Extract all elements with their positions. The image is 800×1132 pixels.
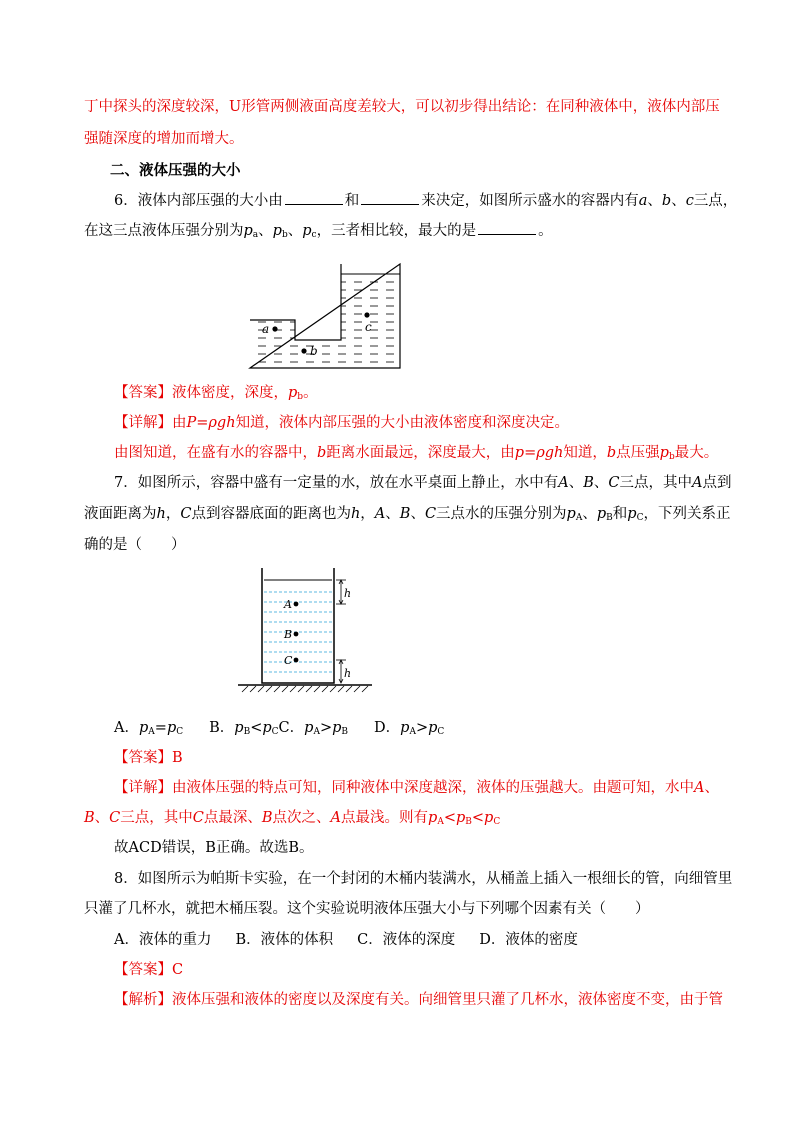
q6-detail-1: [114, 413, 569, 433]
q7-sub: B: [243, 727, 251, 737]
q7-var: p: [166, 720, 177, 736]
q8-options: [114, 930, 578, 950]
q6-detail-2: [114, 443, 718, 467]
q7-detail-2: [84, 808, 500, 832]
question-6-line-2: [84, 221, 553, 245]
detail-text: 知道，液体内部压强的大小由液体密度和深度决定。: [235, 415, 570, 431]
label-B: B: [284, 628, 293, 641]
detail-text: 点最浅。则有: [341, 810, 429, 826]
q6-var: b: [661, 193, 672, 209]
q6-text: 6．液体内部压强的大小由: [114, 193, 283, 209]
q7-text: 、: [582, 506, 597, 522]
q7-var: p: [627, 506, 637, 522]
q6-text: 三点，: [693, 193, 738, 209]
answer-text: C: [172, 962, 184, 978]
option-label: C．: [278, 720, 305, 736]
q7-sub: C: [437, 727, 445, 737]
detail-text: 由液体压强的特点可知，同种液体中深度越深，液体的压强越大。由题可知，水中: [172, 780, 694, 796]
detail-text: 点最深、: [203, 810, 262, 826]
option-text: >: [415, 720, 429, 736]
detail-text: 最大。: [674, 445, 719, 461]
q7-var: p: [455, 810, 466, 826]
analysis-text: 液体压强和液体的密度以及深度有关。向细管里只灌了几杯水，液体密度不变，由于管: [172, 992, 723, 1008]
q6-var: b: [606, 445, 617, 461]
q7-var: p: [566, 506, 576, 522]
option-label: B．: [209, 720, 235, 736]
q7-sub: B: [606, 513, 613, 523]
question-6-line-1: [114, 191, 737, 211]
q7-sub: C: [271, 727, 279, 737]
q7-var: p: [304, 720, 314, 736]
detail-text: 、: [94, 810, 110, 826]
q7-var: A: [558, 475, 569, 491]
answer-text: 液体密度，深度，: [172, 385, 288, 401]
q7-sub: A: [409, 727, 416, 737]
q7-var: A: [330, 810, 342, 826]
q7-sub: A: [148, 727, 155, 737]
option-label: A．: [114, 720, 139, 736]
q7-var: A: [374, 506, 386, 522]
point-c: [364, 312, 369, 317]
label-h-bottom: h: [344, 667, 352, 680]
q7-var: B: [84, 810, 95, 826]
text-line: 丁中探头的深度较深，U形管两侧液面高度差较大，可以初步得出结论：在同种液体中，液体内部压: [84, 99, 720, 115]
q7-var: p: [484, 810, 494, 826]
question-8-line-2: 只灌了几杯水，就把木桶压裂。这个实验说明液体压强大小与下列哪个因素有关（ ）: [84, 901, 650, 917]
option-b[interactable]: [209, 720, 278, 736]
q7-sub: A: [313, 727, 320, 737]
answer-tag: 【答案】: [114, 385, 172, 401]
point-b: [301, 348, 306, 353]
q7-sub: B: [465, 817, 472, 827]
q7-var: p: [596, 506, 607, 522]
option-text: >: [319, 720, 333, 736]
option-d[interactable]: D．液体的密度: [479, 932, 578, 948]
option-a[interactable]: [114, 720, 183, 736]
detail-text: 、: [704, 780, 719, 796]
q6-text: 在这三点液体压强分别为: [84, 223, 244, 239]
q7-detail-3: 故ACD错误，B正确。故选B。: [114, 840, 314, 856]
label-a: a: [262, 322, 270, 336]
analysis-tag: 【解析】: [114, 992, 172, 1008]
detail-text: 距离水面最远，深度最大，由: [326, 445, 515, 461]
container-wall: [262, 568, 334, 683]
detail-tag: 【详解】: [114, 415, 172, 431]
question-8-line-1: 8．如图所示为帕斯卡实验，在一个封闭的木桶内装满水，从桶盖上插入一根细长的管，向细管里: [114, 871, 733, 887]
q6-answer: [114, 383, 318, 407]
q7-var: C: [180, 506, 192, 522]
point-a: [272, 326, 277, 331]
q6-text: 来决定，如图所示盛水的容器内有: [421, 193, 639, 209]
q7-var: A: [691, 475, 703, 491]
label-C: C: [284, 654, 293, 667]
q7-detail-1: [114, 778, 719, 798]
q6-var: p: [272, 223, 282, 239]
q7-text: ，: [360, 506, 375, 522]
q7-var: C: [192, 810, 204, 826]
q6-text: 、: [647, 193, 662, 209]
q7-text: 和: [612, 506, 628, 522]
q7-sub: A: [575, 513, 583, 523]
q7-var: B: [583, 475, 594, 491]
formula: P=ρgh: [186, 415, 236, 431]
option-text: <: [250, 720, 263, 736]
question-7-line-2: [84, 504, 730, 528]
container-figure-q7: [236, 566, 376, 694]
detail-text: 知道，: [563, 445, 607, 461]
q6-var: p: [288, 385, 298, 401]
answer-text: B: [172, 750, 183, 766]
option-a[interactable]: A．液体的重力: [114, 932, 212, 948]
q7-text: 、: [568, 475, 584, 491]
q7-var: h: [350, 506, 361, 522]
q6-text: 。: [538, 223, 553, 239]
q7-var: C: [608, 475, 620, 491]
detail-tag: 【详解】: [114, 780, 172, 796]
q7-var: p: [234, 720, 244, 736]
label-A: A: [284, 598, 292, 611]
q7-text: 三点，其中: [619, 475, 692, 491]
q7-text: 7．如图所示，容器中盛有一定量的水，放在水平桌面上静止，水中有: [114, 475, 559, 491]
q6-sub: b: [297, 392, 304, 402]
answer-blank: [285, 191, 343, 205]
q7-text: 三点水的压强分别为: [436, 506, 567, 522]
container-figure-q6: [240, 262, 415, 374]
q8-analysis: [114, 990, 723, 1010]
q6-var: a: [638, 193, 648, 209]
q7-text: 点到: [702, 475, 732, 491]
q6-text: ，三者相比较，最大的是: [316, 223, 477, 239]
water-fill: [250, 274, 400, 368]
detail-text: 点次之、: [272, 810, 331, 826]
q7-text: ，下列关系正: [643, 506, 731, 522]
question-7-line-3: 确的是（ ）: [84, 537, 186, 553]
q7-sub: C: [493, 817, 501, 827]
section-title: 二、液体压强的大小: [110, 162, 241, 179]
q7-var: h: [156, 506, 166, 522]
option-c[interactable]: C．液体的深度: [357, 932, 456, 948]
answer-blank: [478, 221, 536, 235]
q7-var: p: [262, 720, 272, 736]
q7-sub: C: [176, 727, 184, 737]
option-c[interactable]: [279, 720, 348, 736]
q7-var: C: [109, 810, 121, 826]
q7-text: 点到容器底面的距离也为: [191, 506, 351, 522]
q7-text: 、: [410, 506, 425, 522]
q7-text: 、: [385, 506, 400, 522]
q6-var: p: [243, 223, 253, 239]
option-d[interactable]: [374, 720, 444, 736]
detail-text: <: [471, 810, 485, 826]
q7-sub: A: [437, 817, 444, 827]
q7-text: 液面距离为: [84, 506, 157, 522]
q7-var: A: [694, 780, 705, 796]
q7-var: C: [424, 506, 437, 522]
q6-var: c: [685, 193, 694, 209]
detail-text: <: [443, 810, 456, 826]
q6-sub: b: [281, 230, 288, 240]
q6-var: p: [659, 445, 669, 461]
option-text: =: [154, 720, 167, 736]
q7-text: 、: [593, 475, 609, 491]
q7-var: B: [399, 506, 411, 522]
q7-text: ，: [165, 506, 181, 522]
q6-var: b: [317, 445, 327, 461]
q6-sub: a: [252, 230, 259, 240]
answer-text: 。: [303, 385, 318, 401]
q7-answer: [114, 748, 183, 768]
option-label: D．: [374, 720, 401, 736]
label-c: c: [365, 320, 372, 334]
formula: p=ρgh: [514, 445, 564, 461]
answer-blank: [361, 191, 419, 205]
q7-var: B: [261, 810, 273, 826]
q7-sub: B: [341, 727, 349, 737]
option-b[interactable]: B．液体的体积: [235, 932, 334, 948]
q7-var: p: [138, 720, 149, 736]
detail-text: 由: [172, 415, 187, 431]
q8-answer: [114, 960, 183, 980]
q6-text: 、: [671, 193, 686, 209]
q6-text: 、: [258, 223, 273, 239]
label-h-top: h: [344, 587, 352, 600]
q7-options: [114, 718, 444, 742]
detail-text: 三点，其中: [120, 810, 193, 826]
detail-text: 点压强: [616, 445, 660, 461]
point-A: [294, 602, 299, 607]
q7-sub: C: [636, 513, 644, 523]
q7-var: p: [428, 810, 438, 826]
answer-tag: 【答案】: [114, 750, 172, 766]
table-hatch: [242, 686, 368, 692]
q6-sub: b: [668, 452, 675, 462]
point-C: [294, 658, 299, 663]
text-line: 强随深度的增加而增大。: [84, 131, 244, 147]
q7-var: p: [428, 720, 438, 736]
q6-text: 、: [287, 223, 303, 239]
answer-tag: 【答案】: [114, 962, 172, 978]
point-B: [294, 632, 299, 637]
q7-var: p: [400, 720, 410, 736]
q6-sub: c: [311, 230, 317, 240]
q6-var: p: [302, 223, 312, 239]
q7-var: p: [332, 720, 342, 736]
question-7-line-1: [114, 473, 731, 493]
detail-text: 由图知道，在盛有水的容器中，: [114, 445, 317, 461]
label-b: b: [310, 344, 318, 358]
q6-text: 和: [344, 193, 360, 209]
